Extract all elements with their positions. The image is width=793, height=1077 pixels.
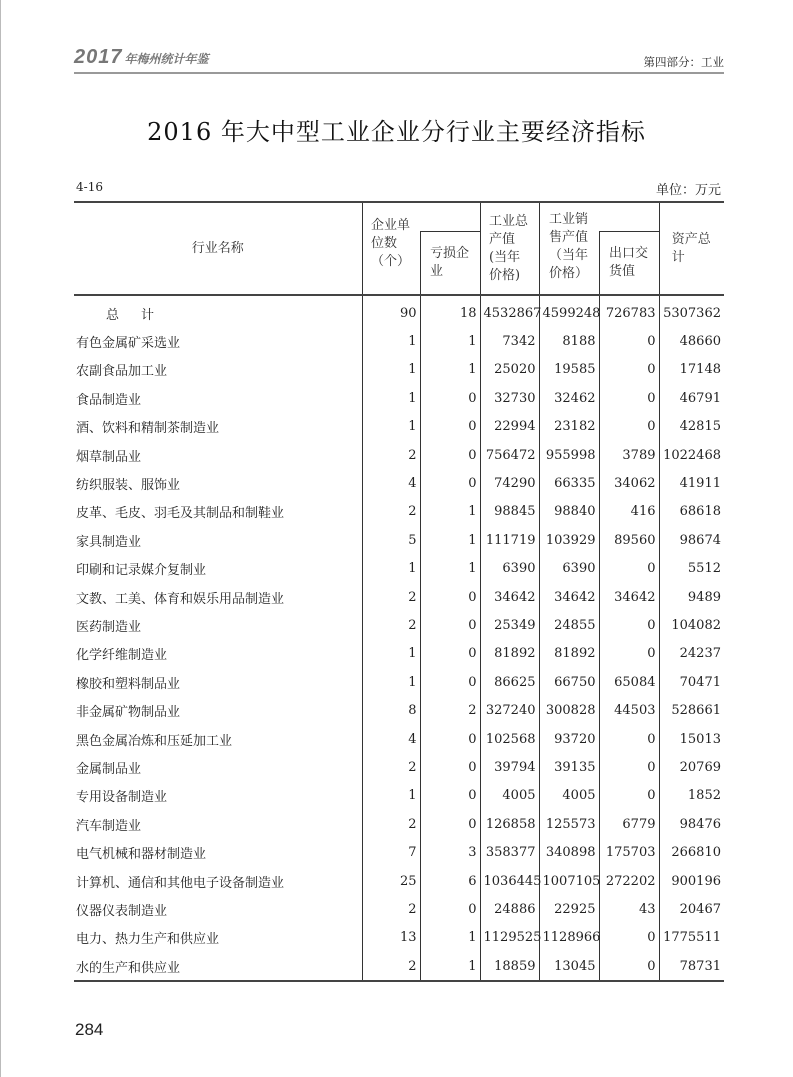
cell-gross-output: 4532867 <box>480 295 539 327</box>
cell-loss-making: 0 <box>420 640 480 668</box>
cell-export-value: 0 <box>599 413 659 441</box>
table-row <box>74 441 724 469</box>
table-number: 4-16 <box>76 180 103 194</box>
cell-total-assets: 20769 <box>659 753 724 781</box>
yearbook-logo <box>74 46 209 69</box>
indicators-table <box>74 201 724 982</box>
row-name: 化学纤维制造业 <box>76 648 168 664</box>
cell-total-assets: 5512 <box>659 555 724 583</box>
yearbook-year: 2017 <box>74 46 123 68</box>
cell-gross-output: 6390 <box>480 555 539 583</box>
cell-loss-making: 1 <box>420 356 480 384</box>
row-name: 橡胶和塑料制品业 <box>76 676 181 692</box>
cell-gross-output: 756472 <box>480 441 539 469</box>
cell-gross-output: 1129525 <box>480 924 539 952</box>
cell-loss-making: 0 <box>420 413 480 441</box>
cell-total-assets: 42815 <box>659 413 724 441</box>
cell-total-assets: 24237 <box>659 640 724 668</box>
cell-export-value: 0 <box>599 753 659 781</box>
table-row <box>74 782 724 810</box>
row-name: 金属制品业 <box>76 761 142 777</box>
cell-loss-making: 0 <box>420 810 480 838</box>
table-row <box>74 725 724 753</box>
header-export-value-text: 出口交货值 <box>609 246 649 279</box>
cell-export-value: 6779 <box>599 810 659 838</box>
header-sales-output-text: 工业销售产值（当年价格） <box>549 212 589 281</box>
row-name: 文教、工美、体育和娱乐用品制造业 <box>76 591 285 607</box>
cell-enterprise-count: 25 <box>362 867 420 895</box>
cell-enterprise-count: 2 <box>362 753 420 781</box>
cell-gross-output: 126858 <box>480 810 539 838</box>
cell-loss-making: 0 <box>420 725 480 753</box>
running-header <box>74 46 724 72</box>
table-row <box>74 356 724 384</box>
header-divider <box>74 72 724 74</box>
table-row <box>74 838 724 866</box>
cell-export-value: 44503 <box>599 696 659 724</box>
column-header-enterprise-count <box>362 202 420 295</box>
column-header-loss-making <box>420 232 480 296</box>
cell-loss-making: 0 <box>420 441 480 469</box>
cell-loss-making: 0 <box>420 753 480 781</box>
header-total-assets-text: 资产总计 <box>671 231 711 265</box>
cell-enterprise-count: 2 <box>362 810 420 838</box>
cell-total-assets: 46791 <box>659 384 724 412</box>
cell-enterprise-count: 5 <box>362 526 420 554</box>
cell-loss-making: 6 <box>420 867 480 895</box>
table-header <box>74 202 724 295</box>
cell-total-assets: 68618 <box>659 498 724 526</box>
cell-enterprise-count: 1 <box>362 413 420 441</box>
cell-gross-output: 18859 <box>480 952 539 981</box>
page-number: 284 <box>75 1020 104 1039</box>
table-row-total <box>74 295 724 327</box>
cell-gross-output: 358377 <box>480 838 539 866</box>
header-enterprise-count-text: 企业单位数（个） <box>371 218 411 269</box>
cell-enterprise-count: 7 <box>362 838 420 866</box>
cell-export-value: 416 <box>599 498 659 526</box>
cell-loss-making: 0 <box>420 668 480 696</box>
cell-gross-output: 32730 <box>480 384 539 412</box>
cell-enterprise-count: 1 <box>362 327 420 355</box>
cell-gross-output: 24886 <box>480 895 539 923</box>
row-name: 家具制造业 <box>76 534 142 550</box>
cell-sales-output: 23182 <box>539 413 599 441</box>
cell-loss-making: 0 <box>420 583 480 611</box>
header-loss-making-text: 亏损企业 <box>430 246 470 279</box>
cell-loss-making: 0 <box>420 611 480 639</box>
page-edge-line <box>0 0 1 1077</box>
row-name: 酒、饮料和精制茶制造业 <box>76 421 220 437</box>
row-name: 计算机、通信和其他电子设备制造业 <box>76 875 285 891</box>
row-name: 电气机械和器材制造业 <box>76 847 207 863</box>
cell-loss-making: 2 <box>420 696 480 724</box>
cell-enterprise-count: 2 <box>362 952 420 981</box>
cell-sales-output: 1007105 <box>539 867 599 895</box>
cell-gross-output: 7342 <box>480 327 539 355</box>
cell-total-assets: 48660 <box>659 327 724 355</box>
cell-loss-making: 1 <box>420 555 480 583</box>
cell-export-value: 0 <box>599 640 659 668</box>
cell-total-assets: 41911 <box>659 469 724 497</box>
cell-export-value: 0 <box>599 384 659 412</box>
row-name: 印刷和记录媒介复制业 <box>76 563 207 579</box>
row-name: 皮革、毛皮、羽毛及其制品和制鞋业 <box>76 506 285 522</box>
table-row <box>74 668 724 696</box>
row-name: 汽车制造业 <box>76 818 142 834</box>
table-row <box>74 384 724 412</box>
cell-sales-output: 39135 <box>539 753 599 781</box>
cell-gross-output: 102568 <box>480 725 539 753</box>
cell-total-assets: 1852 <box>659 782 724 810</box>
cell-total-assets: 900196 <box>659 867 724 895</box>
cell-total-assets: 98476 <box>659 810 724 838</box>
table-row <box>74 696 724 724</box>
column-header-total-assets <box>659 202 724 295</box>
cell-gross-output: 34642 <box>480 583 539 611</box>
table-row <box>74 810 724 838</box>
cell-total-assets: 5307362 <box>659 295 724 327</box>
cell-loss-making: 0 <box>420 384 480 412</box>
cell-total-assets: 15013 <box>659 725 724 753</box>
cell-export-value: 0 <box>599 327 659 355</box>
table-row <box>74 327 724 355</box>
section-label: 第四部分：工业 <box>643 55 724 69</box>
cell-export-value: 175703 <box>599 838 659 866</box>
cell-sales-output: 8188 <box>539 327 599 355</box>
cell-enterprise-count: 4 <box>362 469 420 497</box>
cell-total-assets: 104082 <box>659 611 724 639</box>
cell-sales-output: 340898 <box>539 838 599 866</box>
cell-enterprise-count: 1 <box>362 782 420 810</box>
cell-total-assets: 528661 <box>659 696 724 724</box>
cell-enterprise-count: 1 <box>362 555 420 583</box>
cell-export-value: 0 <box>599 924 659 952</box>
cell-sales-output: 98840 <box>539 498 599 526</box>
row-name: 专用设备制造业 <box>76 790 168 806</box>
cell-enterprise-count: 1 <box>362 356 420 384</box>
cell-total-assets: 1775511 <box>659 924 724 952</box>
cell-gross-output: 1036445 <box>480 867 539 895</box>
cell-total-assets: 17148 <box>659 356 724 384</box>
cell-sales-output: 13045 <box>539 952 599 981</box>
cell-total-assets: 98674 <box>659 526 724 554</box>
cell-total-assets: 9489 <box>659 583 724 611</box>
cell-loss-making: 1 <box>420 498 480 526</box>
cell-loss-making: 0 <box>420 895 480 923</box>
cell-export-value: 0 <box>599 725 659 753</box>
row-name: 仪器仪表制造业 <box>76 903 168 919</box>
column-header-industry: 行业名称 <box>191 240 244 256</box>
row-name: 农副食品加工业 <box>76 364 168 380</box>
cell-enterprise-count: 2 <box>362 498 420 526</box>
row-name: 总 计 <box>106 307 155 323</box>
cell-enterprise-count: 13 <box>362 924 420 952</box>
row-name: 烟草制品业 <box>76 449 142 465</box>
cell-sales-output: 955998 <box>539 441 599 469</box>
column-header-gross-output <box>480 202 539 295</box>
cell-gross-output: 111719 <box>480 526 539 554</box>
cell-loss-making: 0 <box>420 469 480 497</box>
cell-export-value: 34642 <box>599 583 659 611</box>
column-header-sales-output <box>539 202 599 295</box>
cell-enterprise-count: 4 <box>362 725 420 753</box>
cell-gross-output: 22994 <box>480 413 539 441</box>
table-row <box>74 867 724 895</box>
cell-total-assets: 78731 <box>659 952 724 981</box>
cell-export-value: 726783 <box>599 295 659 327</box>
cell-sales-output: 300828 <box>539 696 599 724</box>
table-row <box>74 895 724 923</box>
cell-export-value: 65084 <box>599 668 659 696</box>
cell-gross-output: 74290 <box>480 469 539 497</box>
table-row <box>74 640 724 668</box>
row-name: 黑色金属冶炼和压延加工业 <box>76 733 233 749</box>
cell-sales-output: 4005 <box>539 782 599 810</box>
cell-gross-output: 4005 <box>480 782 539 810</box>
row-name: 水的生产和供应业 <box>76 960 181 976</box>
cell-sales-output: 22925 <box>539 895 599 923</box>
header-spacer <box>420 202 480 232</box>
cell-sales-output: 34642 <box>539 583 599 611</box>
cell-loss-making: 0 <box>420 782 480 810</box>
table-body <box>74 295 724 981</box>
cell-export-value: 3789 <box>599 441 659 469</box>
cell-gross-output: 25020 <box>480 356 539 384</box>
cell-sales-output: 66335 <box>539 469 599 497</box>
table-row <box>74 555 724 583</box>
cell-export-value: 0 <box>599 782 659 810</box>
cell-sales-output: 4599248 <box>539 295 599 327</box>
cell-export-value: 43 <box>599 895 659 923</box>
cell-gross-output: 86625 <box>480 668 539 696</box>
page-title: 2016 年大中型工业企业分行业主要经济指标 <box>147 118 646 146</box>
row-name: 食品制造业 <box>76 392 142 408</box>
cell-enterprise-count: 2 <box>362 583 420 611</box>
cell-gross-output: 39794 <box>480 753 539 781</box>
cell-total-assets: 1022468 <box>659 441 724 469</box>
cell-export-value: 272202 <box>599 867 659 895</box>
cell-export-value: 0 <box>599 356 659 384</box>
row-name: 电力、热力生产和供应业 <box>76 932 220 948</box>
cell-sales-output: 24855 <box>539 611 599 639</box>
row-name: 有色金属矿采选业 <box>76 336 181 352</box>
cell-enterprise-count: 2 <box>362 441 420 469</box>
cell-gross-output: 25349 <box>480 611 539 639</box>
cell-sales-output: 66750 <box>539 668 599 696</box>
cell-enterprise-count: 1 <box>362 640 420 668</box>
unit-label: 单位：万元 <box>655 183 721 198</box>
cell-gross-output: 327240 <box>480 696 539 724</box>
cell-sales-output: 81892 <box>539 640 599 668</box>
table-row <box>74 924 724 952</box>
row-name: 非金属矿物制品业 <box>76 705 181 721</box>
cell-export-value: 34062 <box>599 469 659 497</box>
cell-enterprise-count: 1 <box>362 668 420 696</box>
table-row <box>74 753 724 781</box>
cell-gross-output: 81892 <box>480 640 539 668</box>
cell-loss-making: 1 <box>420 327 480 355</box>
cell-total-assets: 20467 <box>659 895 724 923</box>
column-header-export-value <box>599 232 659 296</box>
cell-total-assets: 266810 <box>659 838 724 866</box>
cell-sales-output: 93720 <box>539 725 599 753</box>
table-row <box>74 469 724 497</box>
cell-loss-making: 1 <box>420 924 480 952</box>
table-row <box>74 498 724 526</box>
row-name: 纺织服装、服饰业 <box>76 478 181 494</box>
cell-gross-output: 98845 <box>480 498 539 526</box>
table-row <box>74 952 724 981</box>
cell-total-assets: 70471 <box>659 668 724 696</box>
cell-export-value: 0 <box>599 952 659 981</box>
cell-enterprise-count: 2 <box>362 895 420 923</box>
cell-export-value: 0 <box>599 555 659 583</box>
cell-enterprise-count: 90 <box>362 295 420 327</box>
header-gross-output-text: 工业总产值(当年价格) <box>489 213 529 283</box>
table-row <box>74 526 724 554</box>
cell-enterprise-count: 8 <box>362 696 420 724</box>
yearbook-title: 年梅州统计年鉴 <box>124 52 209 66</box>
cell-sales-output: 32462 <box>539 384 599 412</box>
cell-loss-making: 1 <box>420 952 480 981</box>
row-name: 医药制造业 <box>76 619 142 635</box>
table-row <box>74 583 724 611</box>
cell-enterprise-count: 2 <box>362 611 420 639</box>
cell-sales-output: 6390 <box>539 555 599 583</box>
cell-sales-output: 103929 <box>539 526 599 554</box>
cell-sales-output: 1128966 <box>539 924 599 952</box>
cell-export-value: 89560 <box>599 526 659 554</box>
table-row <box>74 611 724 639</box>
cell-sales-output: 125573 <box>539 810 599 838</box>
cell-sales-output: 19585 <box>539 356 599 384</box>
cell-loss-making: 3 <box>420 838 480 866</box>
table-row <box>74 413 724 441</box>
cell-enterprise-count: 1 <box>362 384 420 412</box>
header-spacer <box>599 202 659 232</box>
cell-loss-making: 18 <box>420 295 480 327</box>
cell-export-value: 0 <box>599 611 659 639</box>
cell-loss-making: 1 <box>420 526 480 554</box>
